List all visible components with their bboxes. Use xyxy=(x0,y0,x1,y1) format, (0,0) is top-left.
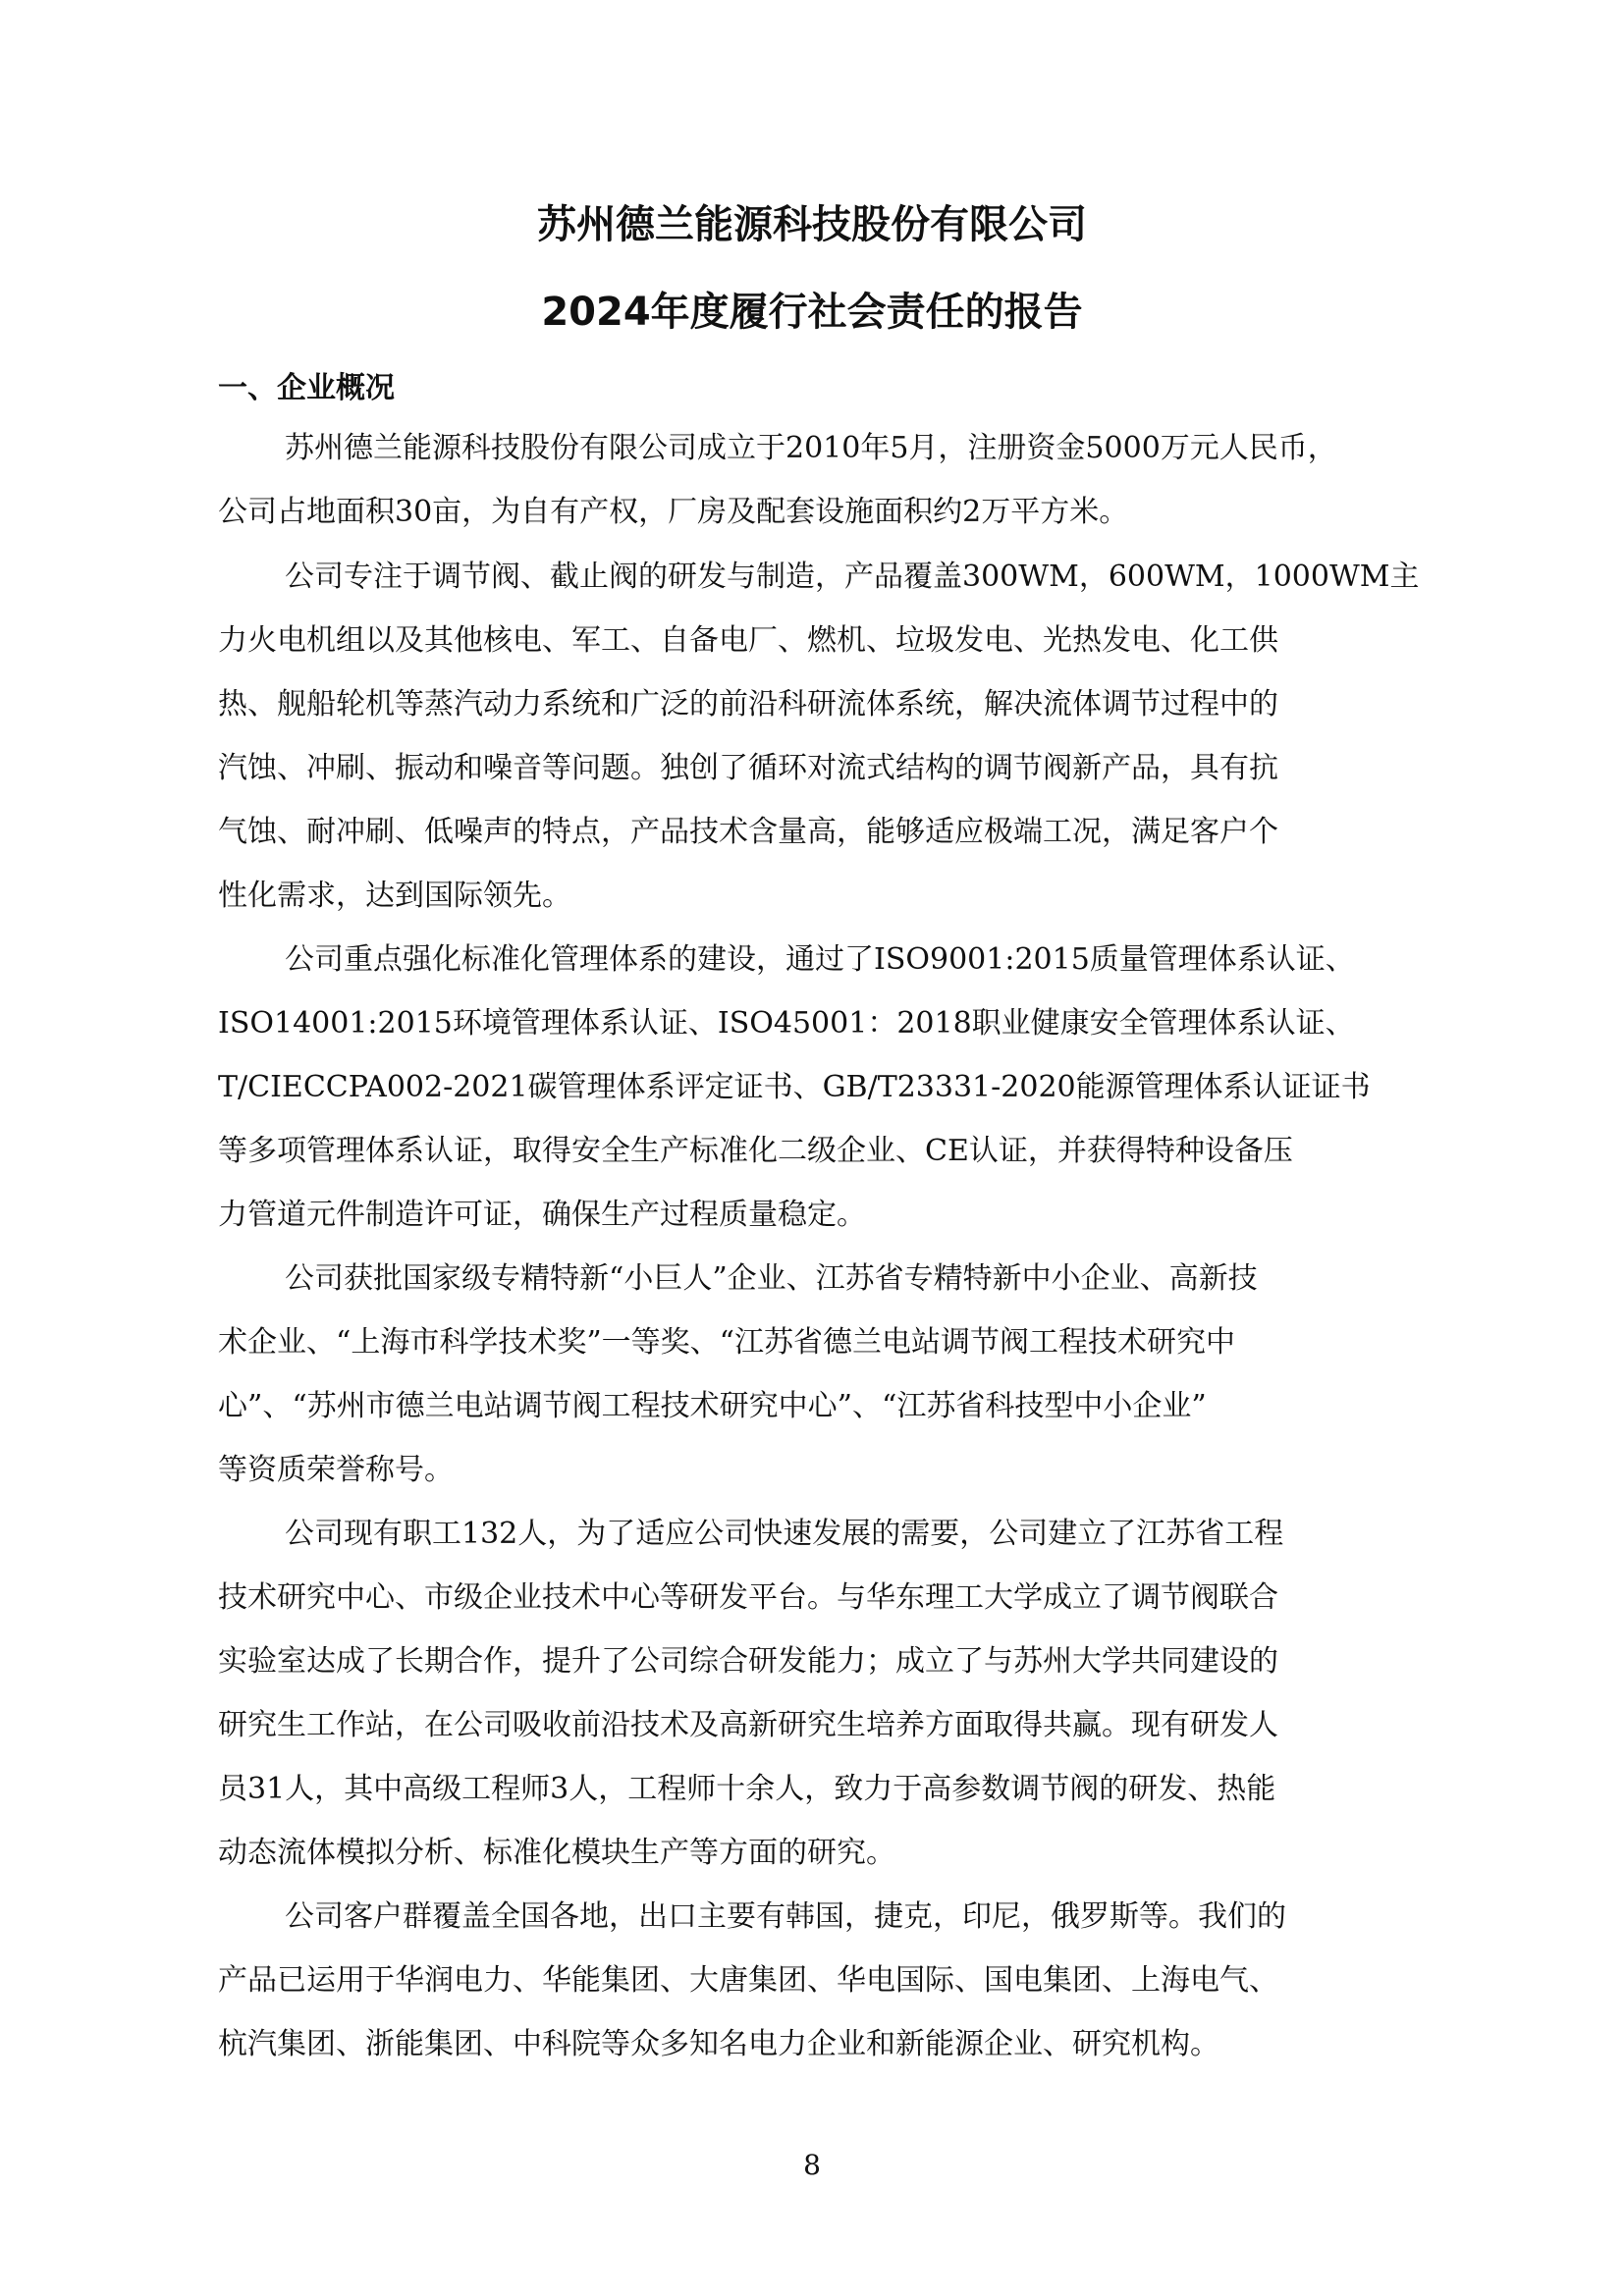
text-line: 公司现有职工132人，为了适应公司快速发展的需要，公司建立了江苏省工程 xyxy=(285,1517,1284,1551)
text-line: 等资质荣誉称号。 xyxy=(218,1453,454,1487)
text-line: 实验室达成了长期合作，提升了公司综合研发能力；成立了与苏州大学共同建设的 xyxy=(218,1644,1278,1679)
document-title-line-2: 2024年度履行社会责任的报告 xyxy=(541,290,1083,335)
text-line: 性化需求，达到国际领先。 xyxy=(218,879,571,913)
text-line: 动态流体模拟分析、标准化模块生产等方面的研究。 xyxy=(218,1836,895,1870)
text-line: 气蚀、耐冲刷、低噪声的特点，产品技术含量高，能够适应极端工况，满足客户个 xyxy=(218,815,1278,849)
text-line: 产品已运用于华润电力、华能集团、大唐集团、华电国际、国电集团、上海电气、 xyxy=(218,1963,1278,1998)
text-line: 公司占地面积30亩，为自有产权，厂房及配套设施面积约2万平方米。 xyxy=(218,495,1129,529)
text-line: 技术研究中心、市级企业技术中心等研发平台。与华东理工大学成立了调节阀联合 xyxy=(218,1580,1278,1615)
document-title-line-1: 苏州德兰能源科技股份有限公司 xyxy=(537,202,1087,247)
text-line: 术企业、“上海市科学技术奖”一等奖、“江苏省德兰电站调节阀工程技术研究中 xyxy=(218,1325,1236,1360)
text-line: 员31人，其中高级工程师3人，工程师十余人，致力于高参数调节阀的研发、热能 xyxy=(218,1772,1276,1806)
text-line: 热、舰船轮机等蒸汽动力系统和广泛的前沿科研流体系统，解决流体调节过程中的 xyxy=(218,687,1278,721)
text-line: ISO14001:2015环境管理体系认证、ISO45001：2018职业健康安全管理体系认证、 xyxy=(218,1006,1355,1041)
text-line: 公司客户群覆盖全国各地，出口主要有韩国，捷克，印尼，俄罗斯等。我们的 xyxy=(285,1899,1286,1934)
page-number: 8 xyxy=(803,2149,821,2181)
text-line: 杭汽集团、浙能集团、中科院等众多知名电力企业和新能源企业、研究机构。 xyxy=(218,2027,1219,2061)
text-line: 等多项管理体系认证，取得安全生产标准化二级企业、CE认证，并获得特种设备压 xyxy=(218,1134,1293,1168)
text-line: 力管道元件制造许可证，确保生产过程质量稳定。 xyxy=(218,1198,866,1232)
text-line: 苏州德兰能源科技股份有限公司成立于2010年5月，注册资金5000万元人民币， xyxy=(285,431,1337,465)
text-line: 研究生工作站，在公司吸收前沿技术及高新研究生培养方面取得共赢。现有研发人 xyxy=(218,1708,1278,1742)
section-heading-overview: 一、企业概况 xyxy=(218,371,395,405)
text-line: 力火电机组以及其他核电、军工、自备电厂、燃机、垃圾发电、光热发电、化工供 xyxy=(218,623,1278,658)
text-line: 汽蚀、冲刷、振动和噪音等问题。独创了循环对流式结构的调节阀新产品，具有抗 xyxy=(218,751,1278,785)
text-line: T/CIECCPA002-2021碳管理体系评定证书、GB/T23331-2020能源管理体系认证证书 xyxy=(218,1070,1371,1104)
text-line: 公司专注于调节阀、截止阀的研发与制造，产品覆盖300WM，600WM，1000WM主 xyxy=(285,560,1420,594)
text-line: 公司获批国家级专精特新“小巨人”企业、江苏省专精特新中小企业、高新技 xyxy=(285,1261,1258,1296)
text-line: 公司重点强化标准化管理体系的建设，通过了ISO9001:2015质量管理体系认证、 xyxy=(285,942,1355,977)
text-line: 心”、“苏州市德兰电站调节阀工程技术研究中心”、“江苏省科技型中小企业” xyxy=(218,1389,1207,1423)
